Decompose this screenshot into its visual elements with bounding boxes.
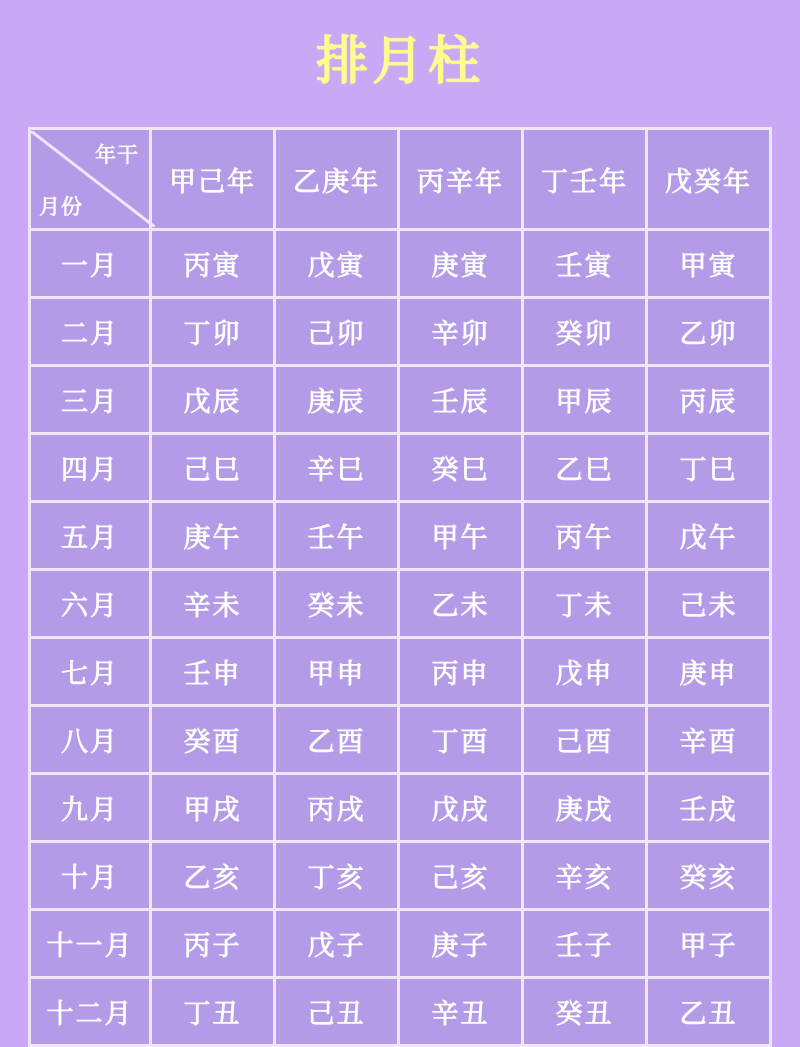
table-row xyxy=(28,843,772,911)
cell-2-3: 甲辰 xyxy=(524,367,648,435)
cell-2-2: 壬辰 xyxy=(400,367,524,435)
cell-11-2: 辛丑 xyxy=(400,979,524,1047)
cell-1-2: 辛卯 xyxy=(400,299,524,367)
cell-9-0: 乙亥 xyxy=(152,843,276,911)
cell-10-1: 戊子 xyxy=(276,911,400,979)
cell-8-1: 丙戌 xyxy=(276,775,400,843)
row-label-4: 五月 xyxy=(28,503,152,571)
row-label-10: 十一月 xyxy=(28,911,152,979)
column-header-1: 乙庚年 xyxy=(276,127,400,231)
cell-7-0: 癸酉 xyxy=(152,707,276,775)
column-header-3: 丁壬年 xyxy=(524,127,648,231)
cell-8-2: 戊戌 xyxy=(400,775,524,843)
cell-8-3: 庚戌 xyxy=(524,775,648,843)
page-title: 排月柱 xyxy=(315,34,484,91)
table-row xyxy=(28,707,772,775)
cell-4-1: 壬午 xyxy=(276,503,400,571)
cell-11-3: 癸丑 xyxy=(524,979,648,1047)
table-row xyxy=(28,299,772,367)
month-pillar-table xyxy=(28,127,772,1047)
cell-1-0: 丁卯 xyxy=(152,299,276,367)
cell-11-1: 己丑 xyxy=(276,979,400,1047)
row-label-3: 四月 xyxy=(28,435,152,503)
cell-3-1: 辛巳 xyxy=(276,435,400,503)
cell-9-3: 辛亥 xyxy=(524,843,648,911)
cell-2-4: 丙辰 xyxy=(648,367,772,435)
cell-4-4: 戊午 xyxy=(648,503,772,571)
cell-3-2: 癸巳 xyxy=(400,435,524,503)
cell-6-2: 丙申 xyxy=(400,639,524,707)
row-label-11: 十二月 xyxy=(28,979,152,1047)
cell-1-3: 癸卯 xyxy=(524,299,648,367)
table-row xyxy=(28,503,772,571)
cell-0-4: 甲寅 xyxy=(648,231,772,299)
cell-5-1: 癸未 xyxy=(276,571,400,639)
column-header-4: 戊癸年 xyxy=(648,127,772,231)
cell-10-4: 甲子 xyxy=(648,911,772,979)
column-header-2: 丙辛年 xyxy=(400,127,524,231)
cell-8-0: 甲戌 xyxy=(152,775,276,843)
cell-10-3: 壬子 xyxy=(524,911,648,979)
cell-7-3: 己酉 xyxy=(524,707,648,775)
row-label-5: 六月 xyxy=(28,571,152,639)
cell-7-1: 乙酉 xyxy=(276,707,400,775)
cell-10-2: 庚子 xyxy=(400,911,524,979)
cell-11-4: 乙丑 xyxy=(648,979,772,1047)
cell-5-3: 丁未 xyxy=(524,571,648,639)
cell-5-4: 己未 xyxy=(648,571,772,639)
cell-1-4: 乙卯 xyxy=(648,299,772,367)
table-row xyxy=(28,639,772,707)
column-header-0: 甲己年 xyxy=(152,127,276,231)
cell-3-0: 己巳 xyxy=(152,435,276,503)
cell-7-2: 丁酉 xyxy=(400,707,524,775)
month-pillar-table-wrap xyxy=(28,127,772,1047)
row-label-7: 八月 xyxy=(28,707,152,775)
cell-1-1: 己卯 xyxy=(276,299,400,367)
cell-5-0: 辛未 xyxy=(152,571,276,639)
table-row xyxy=(28,775,772,843)
row-label-1: 二月 xyxy=(28,299,152,367)
row-label-9: 十月 xyxy=(28,843,152,911)
cell-0-1: 戊寅 xyxy=(276,231,400,299)
cell-6-0: 壬申 xyxy=(152,639,276,707)
cell-9-4: 癸亥 xyxy=(648,843,772,911)
row-label-2: 三月 xyxy=(28,367,152,435)
cell-9-2: 己亥 xyxy=(400,843,524,911)
cell-9-1: 丁亥 xyxy=(276,843,400,911)
cell-3-4: 丁巳 xyxy=(648,435,772,503)
cell-2-1: 庚辰 xyxy=(276,367,400,435)
cell-0-0: 丙寅 xyxy=(152,231,276,299)
cell-2-0: 戊辰 xyxy=(152,367,276,435)
table-row xyxy=(28,911,772,979)
cell-6-4: 庚申 xyxy=(648,639,772,707)
corner-label-month: 月份 xyxy=(39,195,83,220)
row-label-8: 九月 xyxy=(28,775,152,843)
cell-4-3: 丙午 xyxy=(524,503,648,571)
table-row xyxy=(28,435,772,503)
corner-label-year-stem: 年干 xyxy=(95,143,139,168)
row-label-0: 一月 xyxy=(28,231,152,299)
cell-3-3: 乙巳 xyxy=(524,435,648,503)
corner-header-cell xyxy=(28,127,152,231)
table-row xyxy=(28,367,772,435)
row-label-6: 七月 xyxy=(28,639,152,707)
cell-0-3: 壬寅 xyxy=(524,231,648,299)
cell-6-1: 甲申 xyxy=(276,639,400,707)
table-row xyxy=(28,231,772,299)
cell-5-2: 乙未 xyxy=(400,571,524,639)
cell-6-3: 戊申 xyxy=(524,639,648,707)
table-row xyxy=(28,571,772,639)
cell-10-0: 丙子 xyxy=(152,911,276,979)
table-header-row xyxy=(28,127,772,231)
cell-4-2: 甲午 xyxy=(400,503,524,571)
cell-11-0: 丁丑 xyxy=(152,979,276,1047)
cell-7-4: 辛酉 xyxy=(648,707,772,775)
cell-8-4: 壬戌 xyxy=(648,775,772,843)
cell-0-2: 庚寅 xyxy=(400,231,524,299)
cell-4-0: 庚午 xyxy=(152,503,276,571)
table-row xyxy=(28,979,772,1047)
